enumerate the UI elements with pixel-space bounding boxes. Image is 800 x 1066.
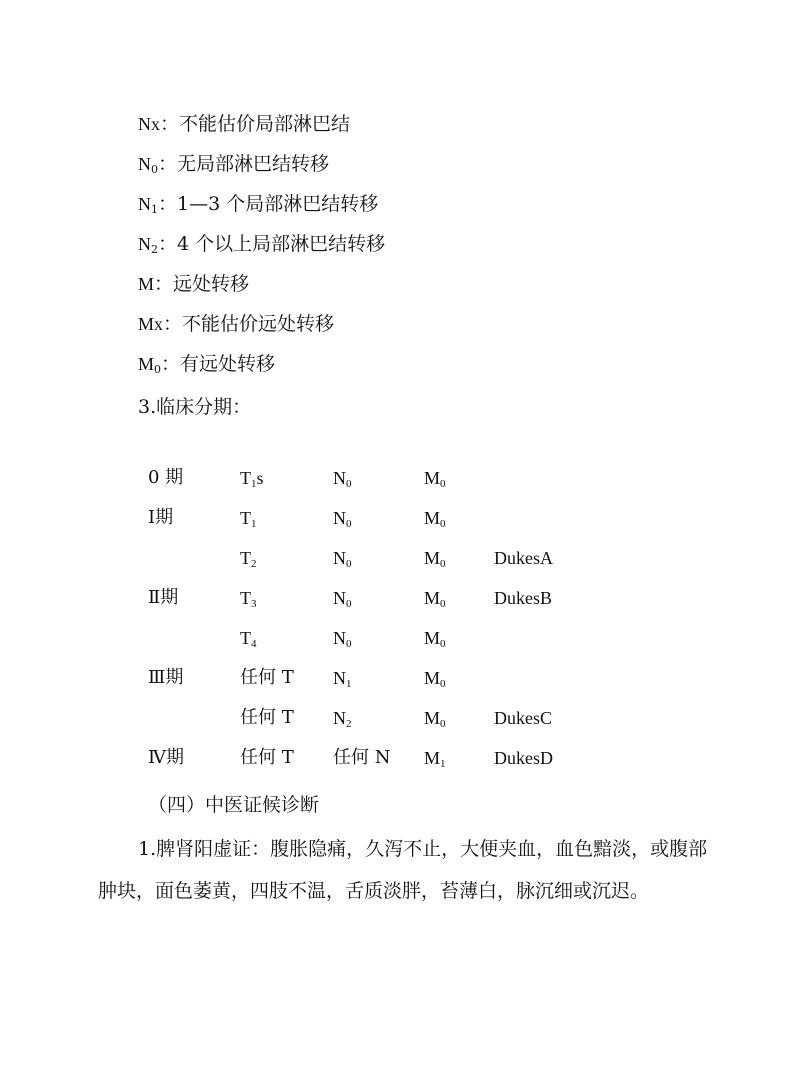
tcm-heading: （四）中医证候诊断: [148, 794, 320, 816]
t-value: 任何 T: [240, 667, 294, 688]
dukes-value: DukesA: [494, 548, 553, 568]
clinical-staging-title: 3.临床分期：: [138, 396, 252, 418]
stage-row: [0, 625, 800, 651]
m-value: $M_0$: [424, 708, 446, 730]
n-value: $N_2$: [333, 708, 352, 730]
m-value: $M_0$: [424, 468, 446, 490]
def-n1: $N_1$：1—3 个局部淋巴结转移: [138, 193, 379, 216]
stage-label: Ⅱ期: [148, 587, 179, 608]
dukes-value: DukesB: [494, 588, 552, 608]
t-value: 任何 T: [240, 707, 294, 728]
t-value: $T_1$: [240, 508, 257, 530]
stage-label: Ⅳ期: [148, 747, 184, 768]
m-value: $M_0$: [424, 588, 446, 610]
def-m: M：远处转移: [138, 273, 250, 295]
stage-row: [0, 745, 800, 771]
t-value: 任何 T: [240, 747, 294, 768]
stage-label: Ⅲ期: [148, 667, 184, 688]
tcm-paragraph-text: 1.脾肾阳虚证：腹胀隐痛，久泻不止，大便夹血，血色黯淡，或腹部肿块，面色萎黄，四肢不温，舌质淡胖，苔薄白，脉沉细或沉迟。: [98, 838, 708, 902]
t-value: $T_3$: [240, 588, 257, 610]
m-value: $M_0$: [424, 548, 446, 570]
def-nx: Nx：不能估价局部淋巴结: [138, 113, 351, 135]
stage-row: [0, 705, 800, 731]
def-mx: Mx：不能估价远处转移: [138, 313, 335, 335]
stage-row: [0, 465, 800, 491]
n-value: $N_1$: [333, 668, 352, 690]
stage-row: [0, 665, 800, 691]
m-value: $M_1$: [424, 748, 446, 770]
stage-row: [0, 545, 800, 571]
n-value: $N_0$: [333, 548, 352, 570]
n-value: $N_0$: [333, 588, 352, 610]
n-value: $N_0$: [333, 508, 352, 530]
dukes-value: DukesC: [494, 708, 552, 728]
def-m0: $M_0$：有远处转移: [138, 353, 276, 376]
m-value: $M_0$: [424, 668, 446, 690]
n-value: $N_0$: [333, 468, 352, 490]
m-value: $M_0$: [424, 508, 446, 530]
stage-row: [0, 505, 800, 531]
tcm-paragraph: [98, 828, 718, 912]
n-value: $N_0$: [333, 628, 352, 650]
stage-label: Ⅰ期: [148, 507, 174, 528]
m-value: $M_0$: [424, 628, 446, 650]
t-value: $T_4$: [240, 628, 257, 650]
t-value: $T_2$: [240, 548, 257, 570]
def-n0: $N_0$：无局部淋巴结转移: [138, 153, 330, 176]
def-n2: $N_2$：4 个以上局部淋巴结转移: [138, 233, 386, 256]
stage-label: 0 期: [148, 467, 184, 488]
t-value: $T_1s$: [240, 468, 264, 490]
dukes-value: DukesD: [494, 748, 553, 768]
n-value: 任何 N: [333, 747, 391, 768]
stage-row: [0, 585, 800, 611]
